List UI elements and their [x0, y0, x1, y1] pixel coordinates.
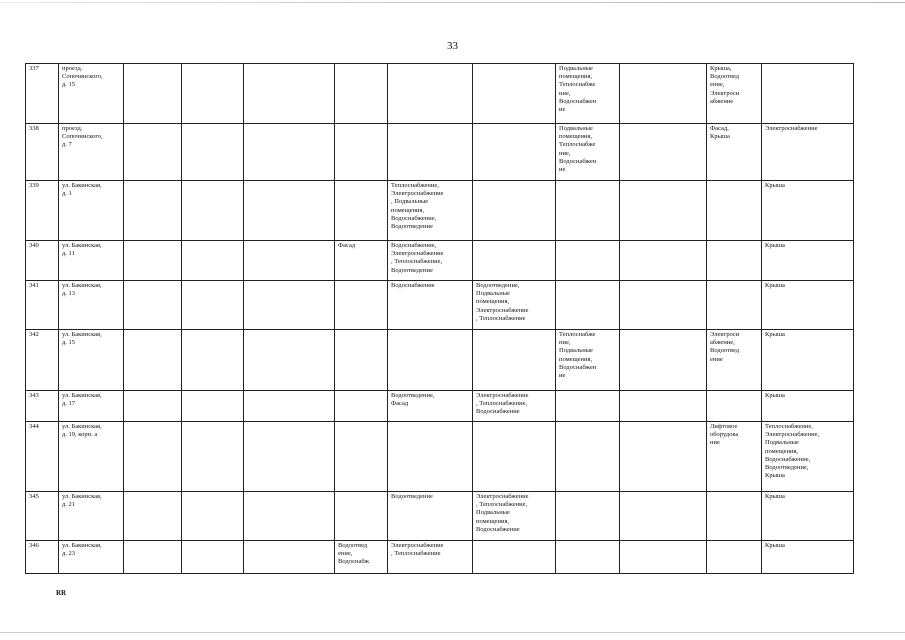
- work-type-cell: [244, 124, 335, 181]
- table-row: [26, 391, 854, 422]
- work-type-cell: Фасад: [335, 241, 388, 281]
- work-type-cell: [620, 391, 707, 422]
- work-type-cell: [473, 541, 556, 574]
- address-cell: ул. Бакинская, д. 21: [59, 492, 124, 541]
- row-number-cell: 338: [26, 124, 59, 181]
- address-cell: ул. Бакинская, д. 13: [59, 281, 124, 330]
- address-cell: проезд. Сопочинского, д. 15: [59, 64, 124, 124]
- work-type-cell: [244, 330, 335, 391]
- table-row: [26, 281, 854, 330]
- work-type-cell: [707, 281, 762, 330]
- work-type-cell: [620, 541, 707, 574]
- work-type-cell: [473, 241, 556, 281]
- work-type-cell: [124, 422, 182, 492]
- work-type-cell: Крыша: [762, 181, 854, 241]
- table-row: [26, 422, 854, 492]
- work-type-cell: Крыша: [762, 391, 854, 422]
- address-cell: ул. Бакинская, д. 11: [59, 241, 124, 281]
- work-type-cell: [556, 422, 620, 492]
- work-type-cell: [335, 64, 388, 124]
- work-type-cell: Водоотведение, Фасад: [388, 391, 473, 422]
- work-type-cell: Крыша, Водоотвед ение, Электроси абжение: [707, 64, 762, 124]
- work-type-cell: [707, 181, 762, 241]
- work-type-cell: [707, 241, 762, 281]
- work-type-cell: [244, 492, 335, 541]
- footer-mark: RR: [56, 589, 67, 597]
- work-type-cell: [124, 124, 182, 181]
- work-type-cell: Крыша: [762, 241, 854, 281]
- work-type-cell: [620, 422, 707, 492]
- work-type-cell: [182, 541, 244, 574]
- work-type-cell: [620, 492, 707, 541]
- work-type-cell: [182, 492, 244, 541]
- work-type-cell: [182, 281, 244, 330]
- work-type-cell: [335, 124, 388, 181]
- work-type-cell: [620, 181, 707, 241]
- work-type-cell: [124, 391, 182, 422]
- work-type-cell: [244, 241, 335, 281]
- address-cell: ул. Бакинская, д. 17: [59, 391, 124, 422]
- work-type-cell: [124, 64, 182, 124]
- work-type-cell: Подвальные помещения, Теплоснабже ние, Водоснабжен ие: [556, 64, 620, 124]
- row-number-cell: 342: [26, 330, 59, 391]
- work-type-cell: [388, 124, 473, 181]
- work-type-cell: Электроси абжение, Водоотвед ение: [707, 330, 762, 391]
- work-type-cell: [124, 181, 182, 241]
- work-type-cell: [473, 181, 556, 241]
- work-type-cell: [182, 64, 244, 124]
- work-type-cell: [244, 391, 335, 422]
- table-row: [26, 330, 854, 391]
- table-row: [26, 181, 854, 241]
- work-type-cell: [182, 124, 244, 181]
- work-type-cell: [182, 181, 244, 241]
- work-type-cell: [335, 330, 388, 391]
- work-type-cell: [620, 64, 707, 124]
- row-number-cell: 340: [26, 241, 59, 281]
- work-type-cell: Электроснабжение: [762, 124, 854, 181]
- work-type-cell: Водоотведение: [388, 492, 473, 541]
- work-type-cell: [388, 64, 473, 124]
- work-type-cell: [244, 181, 335, 241]
- work-type-cell: [124, 541, 182, 574]
- work-type-cell: [244, 422, 335, 492]
- work-type-cell: Теплоснабжение, Электроснабжение, Подвальные помещения, Водоснабжение, Водоотведение, Крыша: [762, 422, 854, 492]
- address-cell: ул. Бакинская, д. 1: [59, 181, 124, 241]
- work-type-cell: Водоснабжение: [388, 281, 473, 330]
- work-type-cell: Водоснабжение, Электроснабжение , Теплоснабжение, Водоотведение: [388, 241, 473, 281]
- work-type-cell: [388, 330, 473, 391]
- work-type-cell: Теплоснабже ние, Подвальные помещения, Водоснабжен ие: [556, 330, 620, 391]
- work-type-cell: [762, 64, 854, 124]
- work-type-cell: [473, 330, 556, 391]
- work-type-cell: [620, 281, 707, 330]
- work-type-cell: [388, 422, 473, 492]
- work-type-cell: [556, 541, 620, 574]
- work-type-cell: [335, 422, 388, 492]
- work-type-cell: [124, 330, 182, 391]
- work-type-cell: [556, 281, 620, 330]
- table-row: [26, 64, 854, 124]
- row-number-cell: 345: [26, 492, 59, 541]
- work-type-cell: [620, 124, 707, 181]
- work-type-cell: [707, 541, 762, 574]
- work-type-cell: [620, 241, 707, 281]
- work-type-cell: [707, 492, 762, 541]
- work-type-cell: [244, 541, 335, 574]
- work-type-cell: [556, 391, 620, 422]
- address-cell: ул. Бакинская, д. 15: [59, 330, 124, 391]
- work-type-cell: [473, 64, 556, 124]
- row-number-cell: 339: [26, 181, 59, 241]
- work-type-cell: [620, 330, 707, 391]
- work-type-cell: [556, 181, 620, 241]
- work-type-cell: Водоотведение, Подвальные помещения, Электроснабжение , Теплоснабжение: [473, 281, 556, 330]
- scan-top-edge: [0, 2, 905, 3]
- row-number-cell: 344: [26, 422, 59, 492]
- work-type-cell: Теплоснабжение, Электроснабжение , Подвальные помещения, Водоснабжение, Водоотведение: [388, 181, 473, 241]
- work-type-cell: Водоотвед ение, Водоснабж: [335, 541, 388, 574]
- work-type-cell: [182, 391, 244, 422]
- row-number-cell: 343: [26, 391, 59, 422]
- repair-schedule-table: [25, 63, 854, 574]
- work-type-cell: Крыша: [762, 281, 854, 330]
- work-type-cell: Подвальные помещения, Теплоснабже ние, Водоснабжен ие: [556, 124, 620, 181]
- address-cell: проезд. Сопочинского, д. 7: [59, 124, 124, 181]
- work-type-cell: [556, 241, 620, 281]
- work-type-cell: [335, 181, 388, 241]
- work-type-cell: [335, 281, 388, 330]
- work-type-cell: Электроснабжение , Теплоснабжение, Водоснабжение: [473, 391, 556, 422]
- work-type-cell: [124, 492, 182, 541]
- work-type-cell: Крыша: [762, 492, 854, 541]
- work-type-cell: [124, 281, 182, 330]
- work-type-cell: [244, 64, 335, 124]
- row-number-cell: 337: [26, 64, 59, 124]
- work-type-cell: [124, 241, 182, 281]
- work-type-cell: [182, 330, 244, 391]
- work-type-cell: [244, 281, 335, 330]
- work-type-cell: Фасад, Крыша: [707, 124, 762, 181]
- work-type-cell: Крыша: [762, 541, 854, 574]
- work-type-cell: Лифтовое оборудова ние: [707, 422, 762, 492]
- table-row: [26, 492, 854, 541]
- work-type-cell: [473, 422, 556, 492]
- work-type-cell: [182, 241, 244, 281]
- work-type-cell: Крыша: [762, 330, 854, 391]
- work-type-cell: [182, 422, 244, 492]
- work-type-cell: [335, 492, 388, 541]
- row-number-cell: 341: [26, 281, 59, 330]
- work-type-cell: [473, 124, 556, 181]
- work-type-cell: [335, 391, 388, 422]
- table-row: [26, 541, 854, 574]
- table-row: [26, 124, 854, 181]
- address-cell: ул. Бакинская, д. 19, корп. а: [59, 422, 124, 492]
- work-type-cell: Электроснабжение , Теплоснабжение: [388, 541, 473, 574]
- work-type-cell: [556, 492, 620, 541]
- table-row: [26, 241, 854, 281]
- work-type-cell: Электроснабжение , Теплоснабжение, Подвальные помещения, Водоснабжение: [473, 492, 556, 541]
- scan-bottom-edge: [0, 632, 905, 633]
- address-cell: ул. Бакинская, д. 23: [59, 541, 124, 574]
- page-number: 33: [447, 40, 458, 52]
- work-type-cell: [707, 391, 762, 422]
- row-number-cell: 346: [26, 541, 59, 574]
